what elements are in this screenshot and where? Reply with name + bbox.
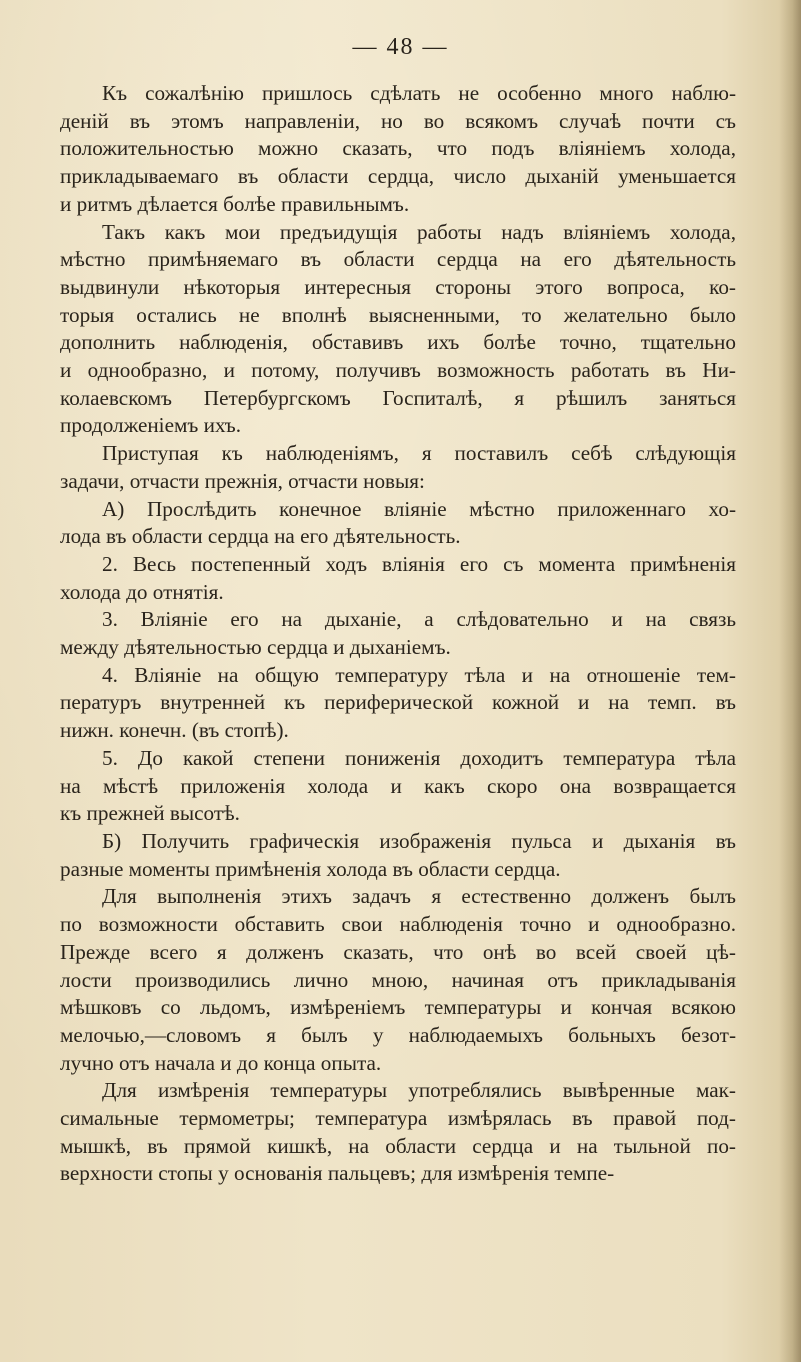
- page-edge-shadow: [779, 0, 801, 1362]
- text-line: дополнить наблюденія, обставивъ ихъ болѣе точно, тщательно: [60, 330, 736, 355]
- text-line: Прежде всего я долженъ сказать, что онѣ во всей своей цѣ-: [60, 939, 736, 964]
- text-line: мелочью,—словомъ я былъ у наблюдаемыхъ больныхъ безот-: [60, 1022, 736, 1047]
- text-line: продолженіемъ ихъ.: [60, 413, 242, 438]
- text-line: Для измѣренія температуры употреблялись вывѣренные мак-: [102, 1078, 736, 1103]
- text-line: Для выполненія этихъ задачъ я естественно долженъ былъ: [102, 884, 736, 909]
- paragraph: [60, 440, 736, 495]
- text-line: и однообразно, и потому, получивъ возможность работать въ Ни-: [60, 358, 736, 383]
- text-line: задачи, отчасти прежнія, отчасти новыя:: [60, 468, 425, 493]
- text-line: 2. Весь постепенный ходъ вліянія его съ момента примѣненія: [102, 551, 736, 576]
- text-line: 3. Вліяніе его на дыханіе, а слѣдовательно и на связь: [102, 607, 736, 632]
- text-line: выдвинули нѣкоторыя интересныя стороны этого вопроса, ко-: [60, 274, 736, 299]
- paragraph: [60, 551, 736, 606]
- text-line: верхности стопы у основанія пальцевъ; для измѣренія темпе-: [60, 1161, 615, 1186]
- text-line: положительностью можно сказать, что подъ вліяніемъ холода,: [60, 136, 736, 161]
- text-line: 4. Вліяніе на общую температуру тѣла и на отношеніе тем-: [102, 662, 736, 687]
- text-line: торыя остались не вполнѣ выясненными, то желательно было: [60, 302, 736, 327]
- paragraph: [60, 1077, 736, 1188]
- text-line: деній въ этомъ направленіи, но во всякомъ случаѣ почти съ: [60, 108, 736, 133]
- body-text: [60, 80, 736, 1188]
- text-line: мѣшковъ со льдомъ, измѣреніемъ температуры и кончая всякою: [60, 995, 736, 1020]
- paragraph: [60, 828, 736, 883]
- text-line: Б) Получить графическія изображенія пульса и дыханія въ: [102, 828, 736, 853]
- text-line: пературъ внутренней къ периферической кожной и на темп. въ: [60, 690, 736, 715]
- paragraph: [60, 883, 736, 1077]
- text-line: на мѣстѣ приложенія холода и какъ скоро она возвращается: [60, 773, 736, 798]
- text-line: 5. До какой степени пониженія доходитъ температура тѣла: [102, 745, 736, 770]
- text-line: прикладываемаго въ области сердца, число дыханій уменьшается: [60, 164, 736, 189]
- page-number: — 48 —: [352, 34, 449, 60]
- paragraph: [60, 80, 736, 219]
- paragraph: [60, 662, 736, 745]
- text-line: Приступая къ наблюденіямъ, я поставилъ себѣ слѣдующія: [102, 441, 736, 466]
- text-line: Къ сожалѣнію пришлось сдѣлать не особенно много наблю-: [102, 81, 736, 105]
- text-line: разные моменты примѣненія холода въ области сердца.: [60, 856, 561, 881]
- paragraph: [60, 496, 736, 551]
- text-line: симальные термометры; температура измѣрялась въ правой под-: [60, 1106, 736, 1131]
- text-line: по возможности обставить свои наблюденія точно и однообразно.: [60, 912, 736, 937]
- text-line: холода до отнятія.: [60, 579, 224, 604]
- text-line: лучно отъ начала и до конца опыта.: [60, 1050, 382, 1075]
- text-line: колаевскомъ Петербургскомъ Госпиталѣ, я рѣшилъ заняться: [60, 385, 736, 410]
- paragraph: [60, 219, 736, 441]
- paragraph: [60, 606, 736, 661]
- text-line: Такъ какъ мои предъидущія работы надъ вліяніемъ холода,: [102, 219, 736, 244]
- text-line: къ прежней высотѣ.: [60, 801, 240, 826]
- text-line: между дѣятельностью сердца и дыханіемъ.: [60, 635, 451, 660]
- text-line: мышкѣ, въ прямой кишкѣ, на области сердца и на тыльной по-: [60, 1133, 736, 1158]
- paragraph: [60, 745, 736, 828]
- text-line: А) Прослѣдить конечное вліяніе мѣстно приложеннаго хо-: [102, 496, 736, 521]
- text-line: лости производились лично мною, начиная отъ прикладыванія: [60, 967, 736, 992]
- text-line: и ритмъ дѣлается болѣе правильнымъ.: [60, 191, 410, 216]
- text-line: нижн. конечн. (въ стопѣ).: [60, 718, 289, 743]
- text-line: мѣстно примѣняемаго въ области сердца на его дѣятельность: [60, 247, 736, 272]
- text-line: лода въ области сердца на его дѣятельность.: [60, 524, 461, 549]
